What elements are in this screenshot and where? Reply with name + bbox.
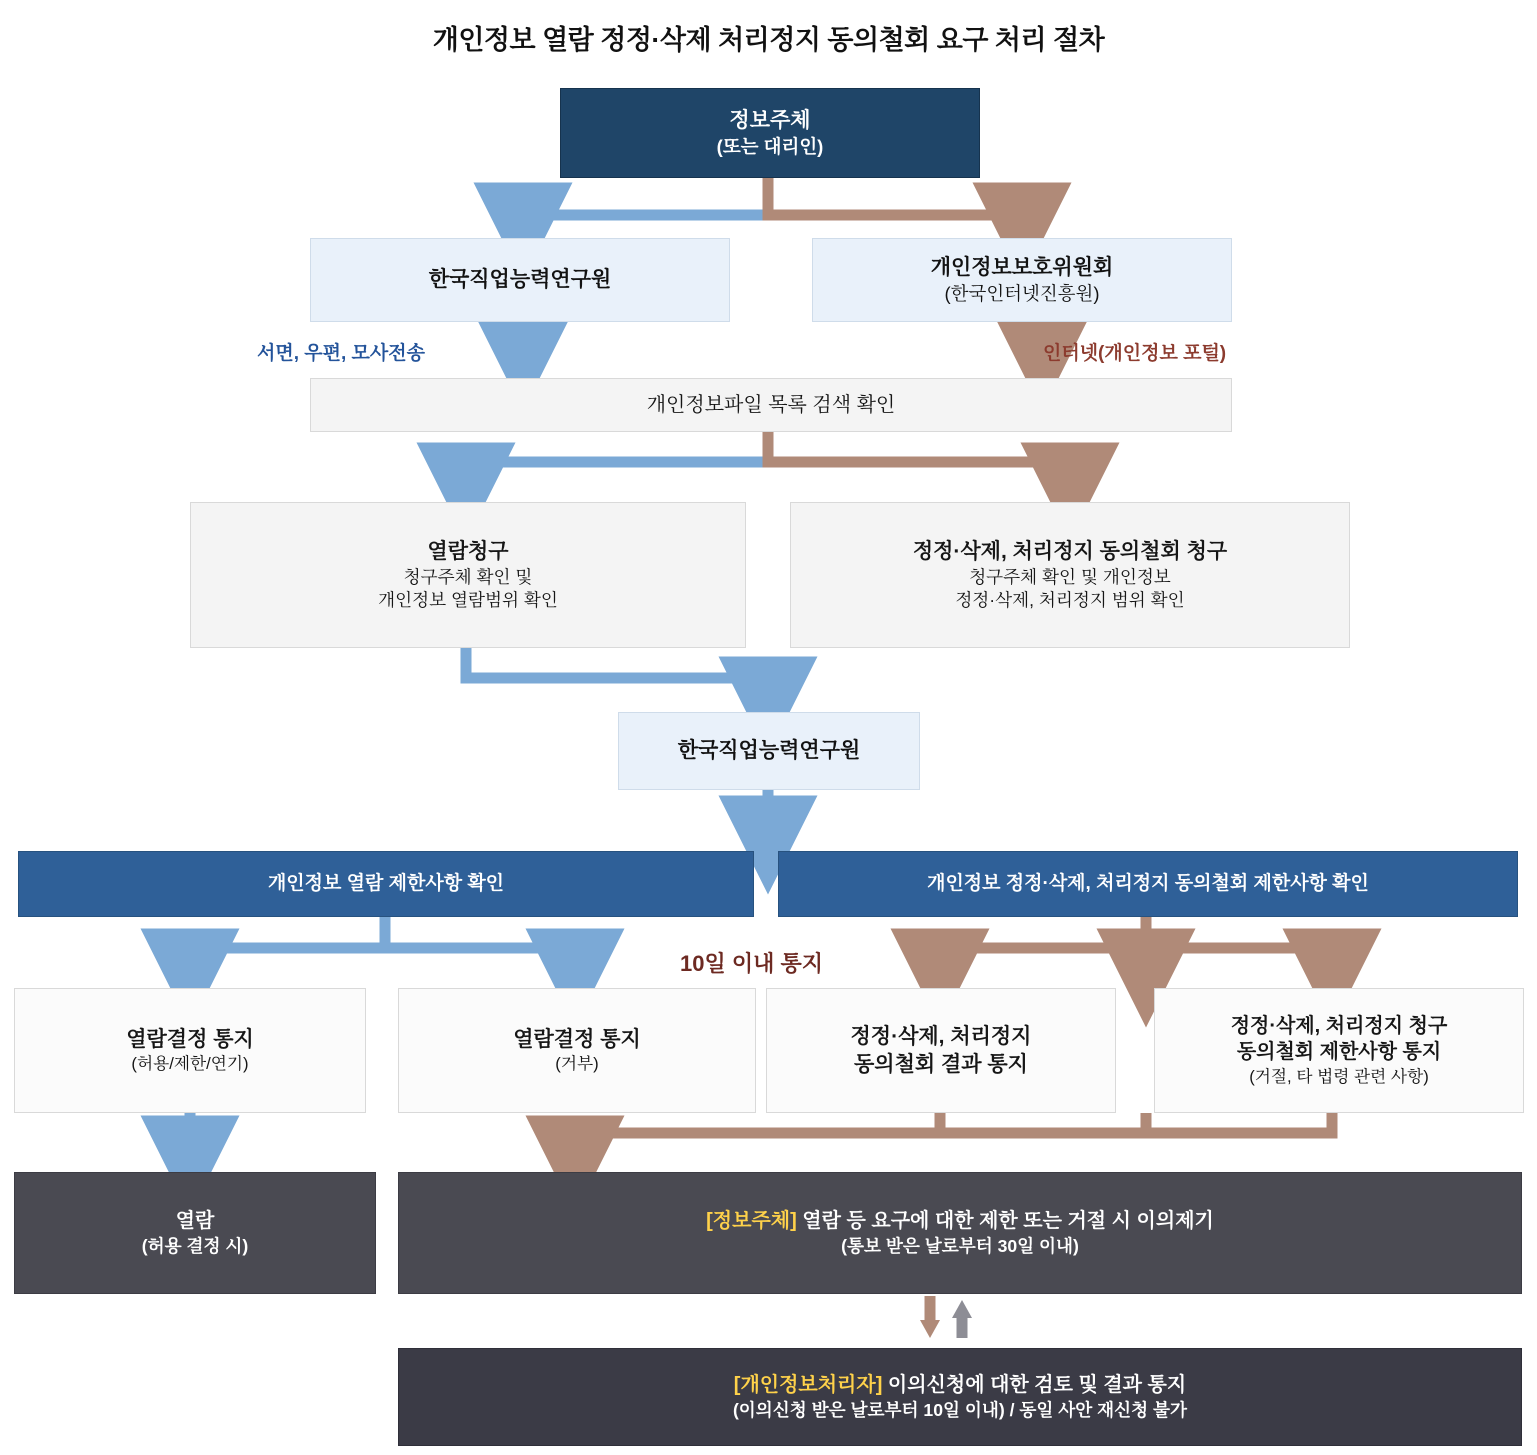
- node-information-subject[interactable]: [560, 88, 980, 178]
- node-view-request[interactable]: [190, 502, 746, 648]
- node-line: (한국인터넷진흥원): [944, 282, 1100, 304]
- node-line: (이의신청 받은 날로부터 10일 이내) / 동일 사안 재신청 불가: [732, 1399, 1188, 1420]
- node-line: 정정·삭제, 처리정지 범위 확인: [955, 589, 1185, 610]
- node-line: (허용 결정 시): [141, 1235, 249, 1256]
- node-line: (또는 대리인): [716, 135, 824, 157]
- node-correction-limits[interactable]: [778, 851, 1518, 917]
- node-correction-limit-notice[interactable]: [1154, 988, 1524, 1113]
- node-line: (통보 받은 날로부터 30일 이내): [841, 1235, 1079, 1256]
- label-within-10-days: 10일 이내 통지: [680, 951, 823, 976]
- node-line: 정정·삭제, 처리정지 동의철회 청구: [912, 539, 1228, 563]
- node-line: 청구주체 확인 및: [403, 566, 533, 587]
- node-line-composed: [706, 1208, 1214, 1234]
- node-line: (허용/제한/연기): [131, 1054, 249, 1074]
- node-line: 정정·삭제, 처리정지: [850, 1024, 1032, 1048]
- objection-text: 열람 등 요구에 대한 제한 또는 거절 시 이의제기: [796, 1210, 1214, 1233]
- node-krivet-left[interactable]: [310, 238, 730, 322]
- review-tag: [개인정보처리자]: [733, 1374, 883, 1397]
- objection-tag: [정보주체]: [706, 1210, 797, 1233]
- node-view-limits[interactable]: [18, 851, 754, 917]
- node-line: 청구주체 확인 및 개인정보: [969, 566, 1171, 587]
- node-line: 열람청구: [427, 539, 509, 563]
- node-line: 한국직업능력연구원: [677, 739, 861, 763]
- node-line: 개인정보 정정·삭제, 처리정지 동의철회 제한사항 확인: [927, 873, 1369, 895]
- node-review-and-notice[interactable]: [398, 1348, 1522, 1446]
- node-pipc[interactable]: [812, 238, 1232, 322]
- node-line: 개인정보 열람범위 확인: [378, 589, 558, 610]
- node-line: 개인정보파일 목록 검색 확인: [646, 393, 896, 416]
- review-text: 이의신청에 대한 검토 및 결과 통지: [882, 1374, 1187, 1397]
- node-objection[interactable]: [398, 1172, 1522, 1294]
- node-line: (거부): [555, 1054, 599, 1074]
- label-written-submission: 서면, 우편, 모사전송: [257, 343, 425, 364]
- node-line: 정정·삭제, 처리정지 청구: [1230, 1015, 1448, 1038]
- node-view-decision-notice-reject[interactable]: [398, 988, 756, 1113]
- label-internet-portal: 인터넷(개인정보 포털): [1043, 343, 1227, 364]
- node-line-composed: [734, 1372, 1186, 1398]
- node-correction-request[interactable]: [790, 502, 1350, 648]
- node-line: 한국직업능력연구원: [428, 268, 612, 292]
- node-line: 열람결정 통지: [513, 1027, 641, 1051]
- node-line: 열람결정 통지: [126, 1027, 254, 1051]
- node-krivet-mid[interactable]: [618, 712, 920, 790]
- node-line: 열람: [175, 1210, 215, 1233]
- node-view-decision-notice-allow[interactable]: [14, 988, 366, 1113]
- page-title: 개인정보 열람 정정·삭제 처리정지 동의철회 요구 처리 절차: [432, 25, 1105, 55]
- node-correction-result-notice[interactable]: [766, 988, 1116, 1113]
- node-line: 동의철회 제한사항 통지: [1236, 1041, 1442, 1064]
- node-line: 개인정보 열람 제한사항 확인: [267, 873, 505, 895]
- node-line: 동의철회 결과 통지: [854, 1052, 1028, 1076]
- node-line: 개인정보보호위원회: [930, 255, 1114, 279]
- node-line: 정보주체: [729, 108, 811, 132]
- node-file-list-search[interactable]: [310, 378, 1232, 432]
- node-line: (거절, 타 법령 관련 사항): [1249, 1066, 1429, 1086]
- node-view-granted[interactable]: [14, 1172, 376, 1294]
